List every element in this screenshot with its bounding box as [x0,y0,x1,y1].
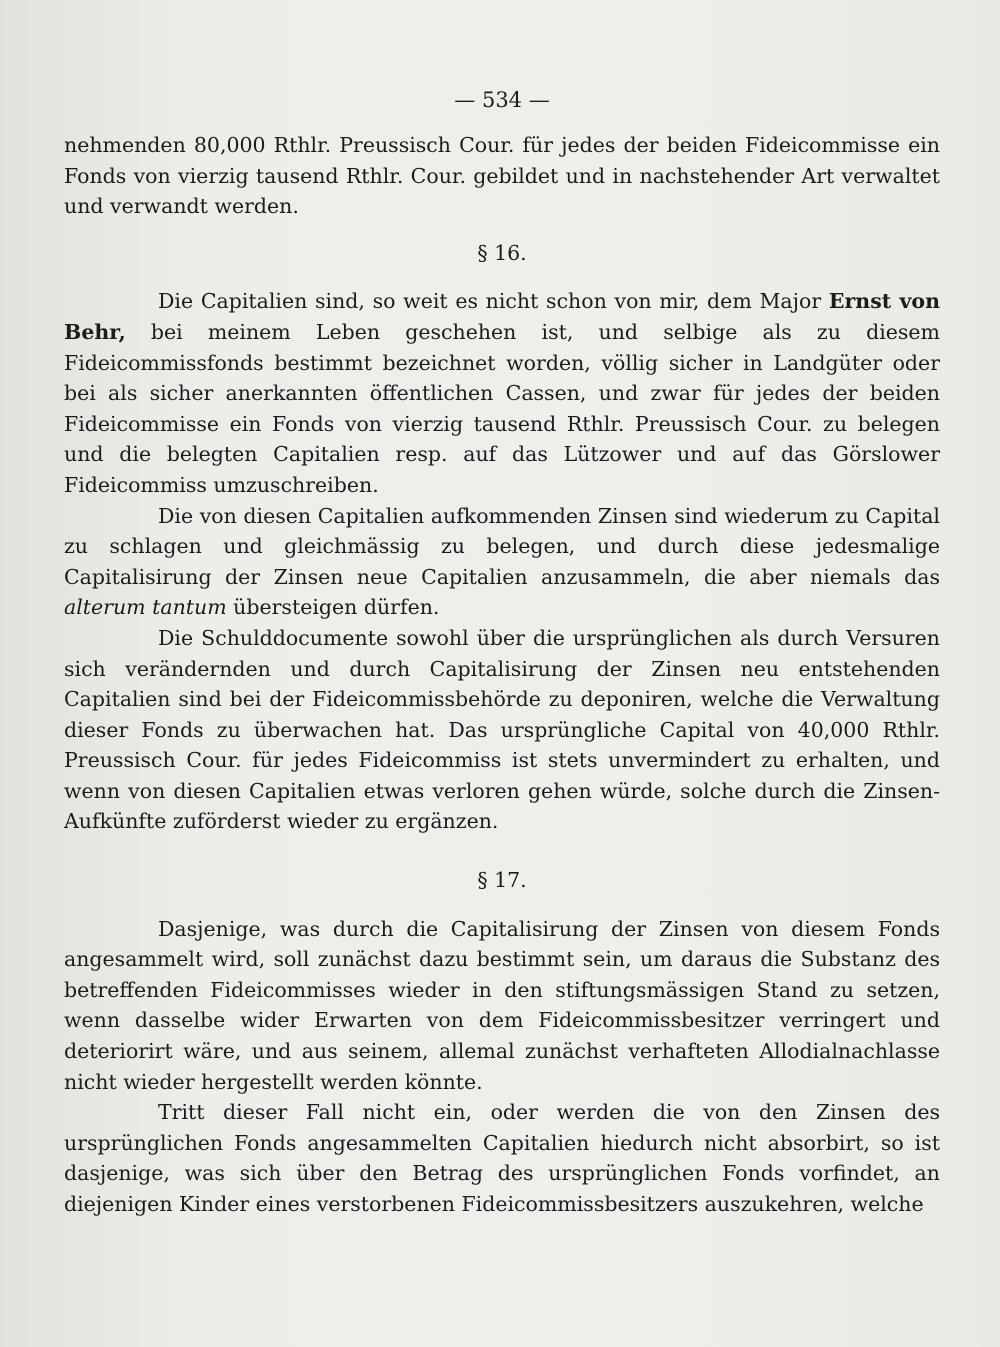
latin-term: alterum tantum [64,595,227,620]
paragraph-zinsen [64,501,940,623]
person-name: Ernst von Behr, [64,289,941,344]
paragraph-schulddocumente: Die Schulddocumente sowohl über die ursprünglichen als durch Versuren sich verändernden und durch Capitalisirung der Zinsen neu entstehenden Capitalien sind bei der Fideicommissbehörde zu deponiren, welche die Verwaltung dieser Fonds zu überwachen hat. Das ursprüngliche Capital von 40,000 Rthlr. Preussisch Cour. für jedes Fideicommiss ist stets unvermindert zu erhalten, und wenn von diesen Capitalien etwas verloren gehen würde, solche durch die Zinsen-Aufkünfte zuförderst wieder zu ergänzen. [64,625,940,834]
page-number: — 534 — [454,88,550,112]
paragraph-text: Die von diesen Capitalien aufkommenden Zinsen sind wiederum zu Capital zu schlagen und gleichmässig zu belegen, und durch diese jedesmalige Capitalisirung der Zinsen neue Capitalien anzusammeln, die aber niemals das [64,503,940,589]
paragraph-text: Die Capitalien sind, so weit es nicht schon von mir, dem Major [158,289,829,314]
paragraph-tritt: Tritt dieser Fall nicht ein, oder werden die von den Zinsen des ursprünglichen Fonds angesammelten Capitalien hiedurch nicht absorbirt, so ist dasjenige, was sich über den Betrag des ursprünglichen Fonds vorfindet, an diejenigen Kinder eines verstorbenen Fideicommissbesitzers auszukehren, welche [64,1100,940,1216]
page-content [64,80,940,1220]
paragraph-text: bei meinem Leben geschehen ist, und selbige als zu diesem Fideicommissfonds bestimmt bezeichnet worden, völlig sicher in Landgüter oder bei als sicher anerkannten öffentlichen Cassen, und zwar für jedes der beiden Fideicommisse ein Fonds von vierzig tausend Rthlr. Preussisch Cour. zu belegen und die belegten Capitalien resp. auf das Lützower und auf das Görslower Fideicommiss umzuschreiben. [64,319,940,497]
paragraph-continuation: nehmenden 80,000 Rthlr. Preussisch Cour. für jedes der beiden Fideicommisse ein Fonds von vierzig tausend Rthlr. Cour. gebildet und in nachstehender Art verwaltet und verwandt werden. [64,133,940,219]
section-heading-17: § 17. [477,868,527,893]
section-heading-16: § 16. [477,240,527,265]
paragraph-text: übersteigen dürfen. [226,595,440,620]
paragraph-capitalien [64,286,940,500]
paragraph-dasjenige: Dasjenige, was durch die Capitalisirung der Zinsen von diesem Fonds angesammelt wird, soll zunächst dazu bestimmt sein, um daraus die Substanz des betreffenden Fideicommisses wieder in den stiftungsmässigen Stand zu setzen, wenn dasselbe wider Erwarten von dem Fideicommissbesitzer verringert und deteriorirt wäre, und aus seinem, allemal zunächst verhafteten Allodialnachlasse nicht wieder hergestellt werden könnte. [64,916,940,1094]
